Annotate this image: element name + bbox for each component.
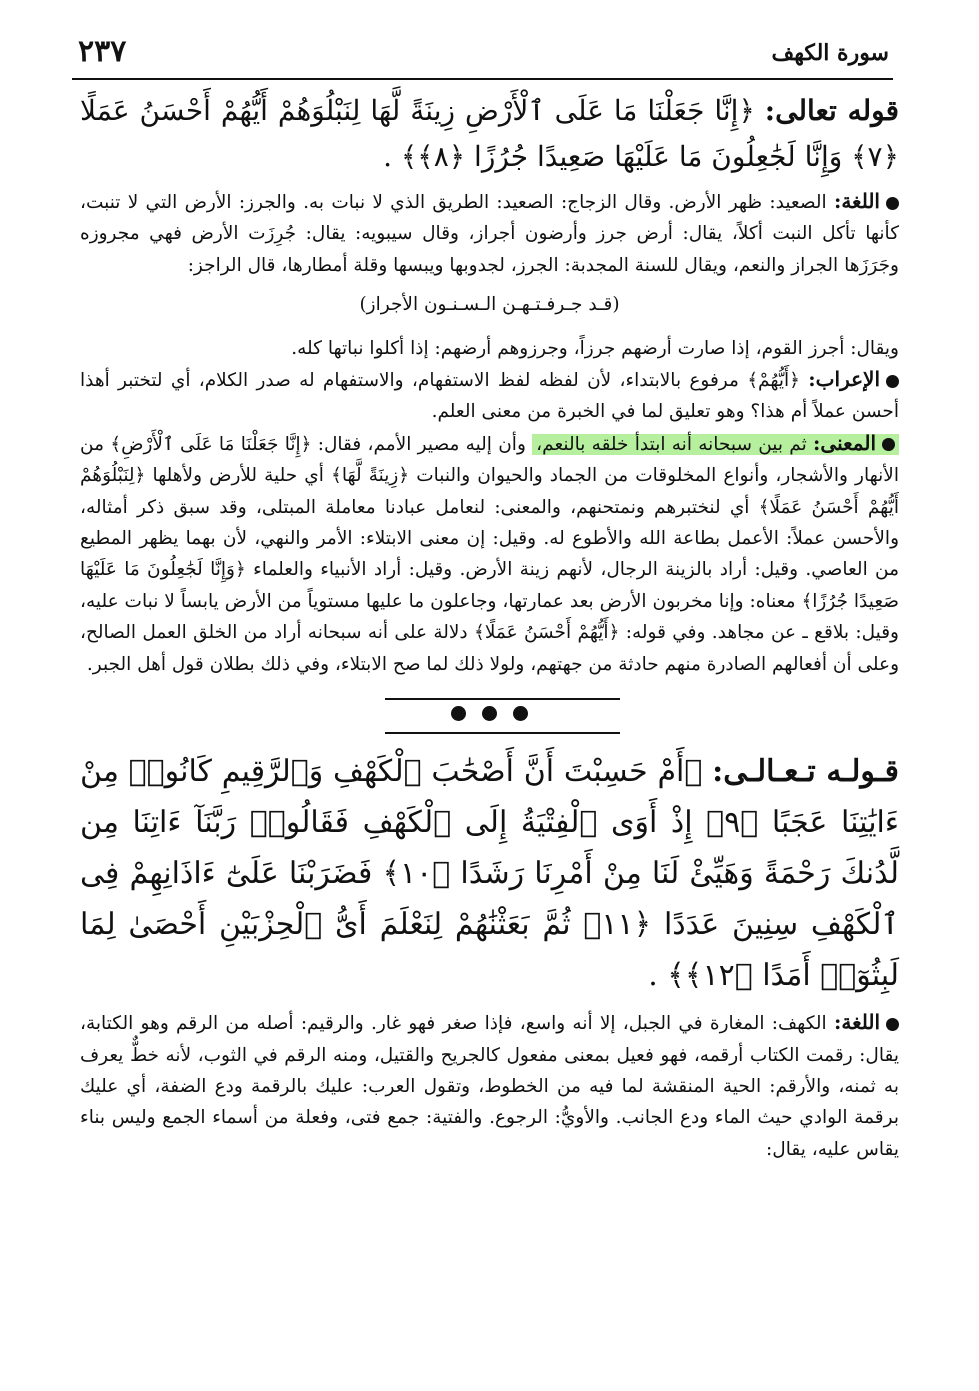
divider-line: [385, 698, 620, 700]
irab-paragraph: [80, 364, 899, 428]
irab-lead: الإعراب:: [808, 367, 880, 392]
divider-line: [385, 732, 620, 734]
bullet-icon: [882, 438, 895, 451]
verse-text: ﴿أَمْ حَسِبْتَ أَنَّ أَصْحَٰبَ ٱلْكَهْفِ وَٱلرَّقِيمِ كَانُوا۟ مِنْ ءَايَٰتِنَا عَجَبًا ﴿٩﴾ إِذْ أَوَى ٱلْفِتْيَةُ إِلَى ٱلْكَهْفِ فَقَالُوا۟ رَبَّنَآ ءَاتِنَا مِن لَّدُنكَ رَحْمَةً وَهَيِّئْ لَنَا مِنْ أَمْرِنَا رَشَدًا ﴿١٠﴾ فَضَرَبْنَا عَلَىٰٓ ءَاذَانِهِمْ فِى ٱلْكَهْفِ سِنِينَ عَدَدًا ﴿١١﴾ ثُمَّ بَعَثْنَٰهُمْ لِنَعْلَمَ أَىُّ ٱلْحِزْبَيْنِ أَحْصَىٰ لِمَا لَبِثُوٓا۟ أَمَدًا ﴿١٢﴾﴾ .: [80, 754, 899, 994]
lugha-paragraph: [80, 1007, 899, 1165]
page-header: [72, 28, 893, 80]
bullet-icon: [886, 1018, 899, 1031]
divider-dots: [80, 706, 899, 725]
dot-icon: [451, 706, 466, 721]
mana-highlight-text: ثم بين سبحانه أنه ابتدأ خلقه بالنعم،: [536, 433, 807, 455]
bullet-icon: [886, 375, 899, 388]
lugha-text: الكهف: المغارة في الجبل، إلا أنه واسع، فإذا صغر فهو غار. والرقيم: أصله من الرقم وهو الكتابة، يقال: رقمت الكتاب أرقمه، فهو فعيل بمعنى مفعول كالجريح والقتيل، ومنه الرقم في الثوب، لأنه خطٌّ يعرف به ثمنه، والأرقم: الحية المنقشة لما فيه من الخطوط، وتقول العرب: عليك بالرقمة ودع الضفة، أي عليك برقمة الوادي حيث الماء ودع الجانب. والأويُّ: الرجوع. والفتية: جمع فتى، وفعلة من أسماء الجمع وليس بناء يقاس عليه، يقال:: [80, 1013, 899, 1160]
dot-icon: [513, 706, 528, 721]
section-divider: [80, 680, 899, 742]
verse-block: [80, 746, 899, 1001]
poetry-quote: (قـد جـرفـتـهـن الـسـنـون الأجراز): [359, 294, 620, 316]
bullet-icon: [886, 197, 899, 210]
verse-text: ﴿إِنَّا جَعَلْنَا مَا عَلَى ٱلْأَرْضِ زِينَةً لَّهَا لِنَبْلُوَهُمْ أَيُّهُمْ أَحْسَنُ عَمَلًا ﴿٧﴾ وَإِنَّا لَجَٰعِلُونَ مَا عَلَيْهَا صَعِيدًا جُرُزًا ﴿٨﴾﴾ .: [80, 94, 899, 173]
lugha-text: الصعيد: ظهر الأرض. وقال الزجاج: الصعيد: الطريق الذي لا نبات به. والجرز: الأرض التي لا تنبت، كأنها تأكل النبت أكلاً، يقال: أرض جرز وأرضون أجراز، وقال سيبويه: يقال: جُرِزَت الأرض فهي مجروزه وجَرَزَها الجراز والنعم، ويقال للسنة المجدبة: الجرز، لجدوبها ويبسها وقلة أمطارها، قال الراجز:: [80, 192, 899, 276]
section-verses-7-8: [80, 88, 899, 680]
lugha-lead: اللغة:: [833, 189, 880, 213]
lugha-continuation: ويقال: أجرز القوم، إذا صارت أرضهم جرزاً، وجرزوهم أرضهم: إذا أكلوا نباتها كله.: [291, 337, 899, 359]
irab-text: ﴿أَيُّهُمْ﴾ مرفوع بالابتداء، لأن لفظه لفظ الاستفهام، والاستفهام له صدر الكلام، أي لتختبر أهذا أحسن عملاً أم هذا؟ وهو تعليق لما في الخبرة من معنى العلم.: [80, 370, 899, 423]
page-number: ٢٣٧: [78, 34, 127, 69]
verse-block: [80, 88, 899, 180]
surah-title: سورة الكهف: [771, 40, 889, 66]
page-body: [80, 84, 899, 1165]
mana-paragraph: [80, 428, 899, 680]
mana-lead: المعنى:: [813, 430, 876, 455]
dot-icon: [482, 706, 497, 721]
lugha-paragraph: [80, 186, 899, 281]
highlighted-text[interactable]: [532, 430, 899, 455]
verse-lead: قوله تعالى:: [764, 94, 900, 127]
section-verses-9-12: [80, 746, 899, 1165]
mana-text: وأن إليه مصير الأمم، فقال: ﴿إِنَّا جَعَلْنَا مَا عَلَى ٱلْأَرْضِ﴾ من الأنهار والأشجار، وأنواع المخلوقات من الجماد والحيوان والنبات ﴿زِينَةً لَّهَا﴾ أي حلية للأرض ولأهلها ﴿لِنَبْلُوَهُمْ أَيُّهُمْ أَحْسَنُ عَمَلًا﴾ أي لنختبرهم ونمتحنهم، والمعنى: لنعامل عبادنا معاملة المبتلى، وقد سبق ذكر أمثاله، والأحسن عملاً: الأعمل بطاعة الله والأطوع له. وقيل: إن معنى الابتلاء: الأمر والنهي، لأن بهما يظهر المطيع من العاصي. وقيل: أراد بالزينة الرجال، لأنهم زينة الأرض. وقيل: أراد الأنبياء والعلماء ﴿وَإِنَّا لَجَٰعِلُونَ مَا عَلَيْهَا صَعِيدًا جُرُزًا﴾ معناه: وإنا مخربون الأرض بعد عمارتها، وجاعلون ما عليها مستوياً من الأرض يابساً لا نبات عليه، وقيل: بلاقع ـ عن مجاهد. وفي قوله: ﴿أَيُّهُمْ أَحْسَنُ عَمَلًا﴾ دلالة على أنه سبحانه أراد من الخلق العمل الصالح، وعلى أن أفعالهم الصادرة منهم حادثة من جهتهم، ولولا ذلك لما صح الابتلاء، وفي ذلك بطلان قول أهل الجبر.: [80, 433, 899, 675]
verse-lead: قـولـه تـعـالـى:: [712, 754, 899, 790]
lugha-lead: اللغة:: [833, 1010, 880, 1035]
